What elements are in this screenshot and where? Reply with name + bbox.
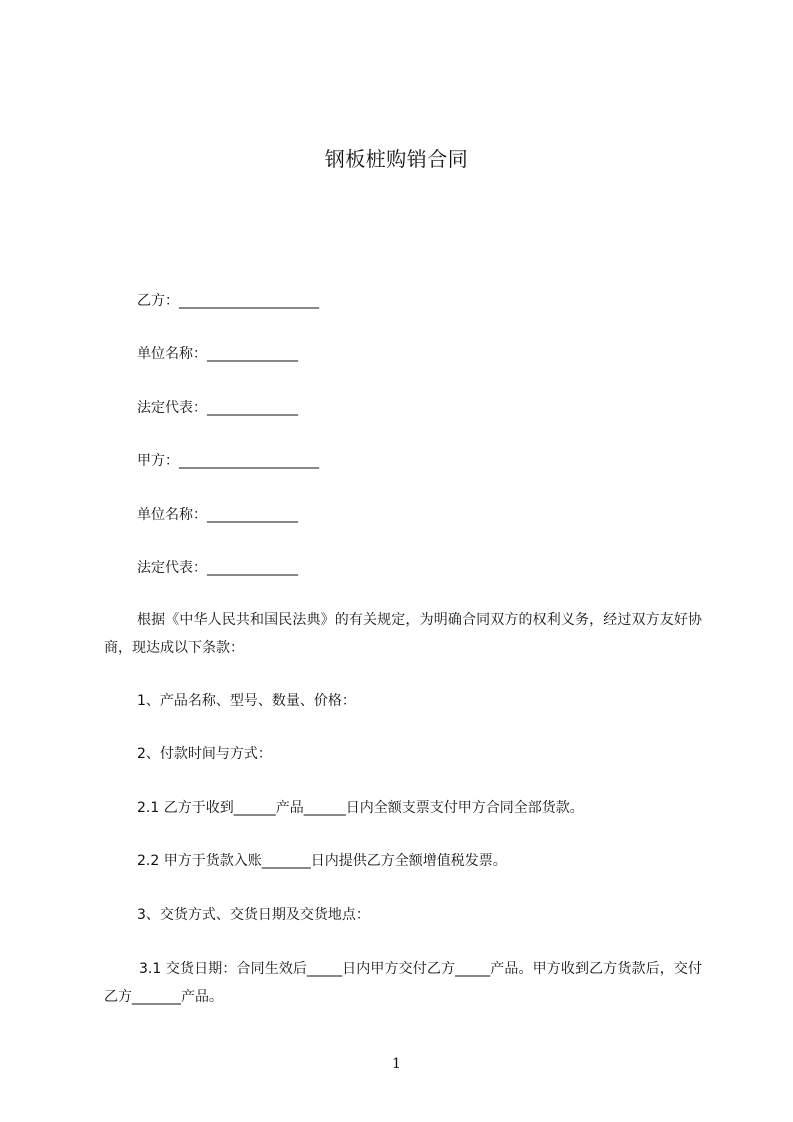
party-b-unit-line: 单位名称：_____________ (137, 346, 298, 362)
clause-2-2: 2.2 甲方于货款入账_______日内提供乙方全额增值税发票。 (137, 853, 507, 869)
document-title: 钢板桩购销合同 (324, 147, 469, 171)
clause-1: 1、产品名称、型号、数量、价格： (137, 693, 356, 709)
party-b-representative-line: 法定代表：_____________ (137, 400, 298, 416)
clause-2-1: 2.1 乙方于收到______产品______日内全额支票支付甲方合同全部货款。 (137, 800, 584, 816)
clause-3: 3、交货方式、交货日期及交货地点： (137, 907, 370, 923)
clause-2: 2、付款时间与方式： (137, 746, 272, 762)
party-a-representative-line: 法定代表：_____________ (137, 560, 298, 576)
party-a-line: 甲方：____________________ (137, 453, 319, 469)
clause-3-1: 3.1 交货日期：合同生效后_____日内甲方交付乙方_____产品。甲方收到乙方货款后，交付乙方_______产品。 (104, 961, 702, 1005)
party-b-line: 乙方：____________________ (137, 293, 319, 309)
intro-paragraph: 根据《中华人民共和国民法典》的有关规定，为明确合同双方的权利义务，经过双方友好协商，现达成以下条款： (104, 612, 702, 656)
page-number: 1 (392, 1056, 401, 1072)
party-a-unit-line: 单位名称：_____________ (137, 507, 298, 523)
